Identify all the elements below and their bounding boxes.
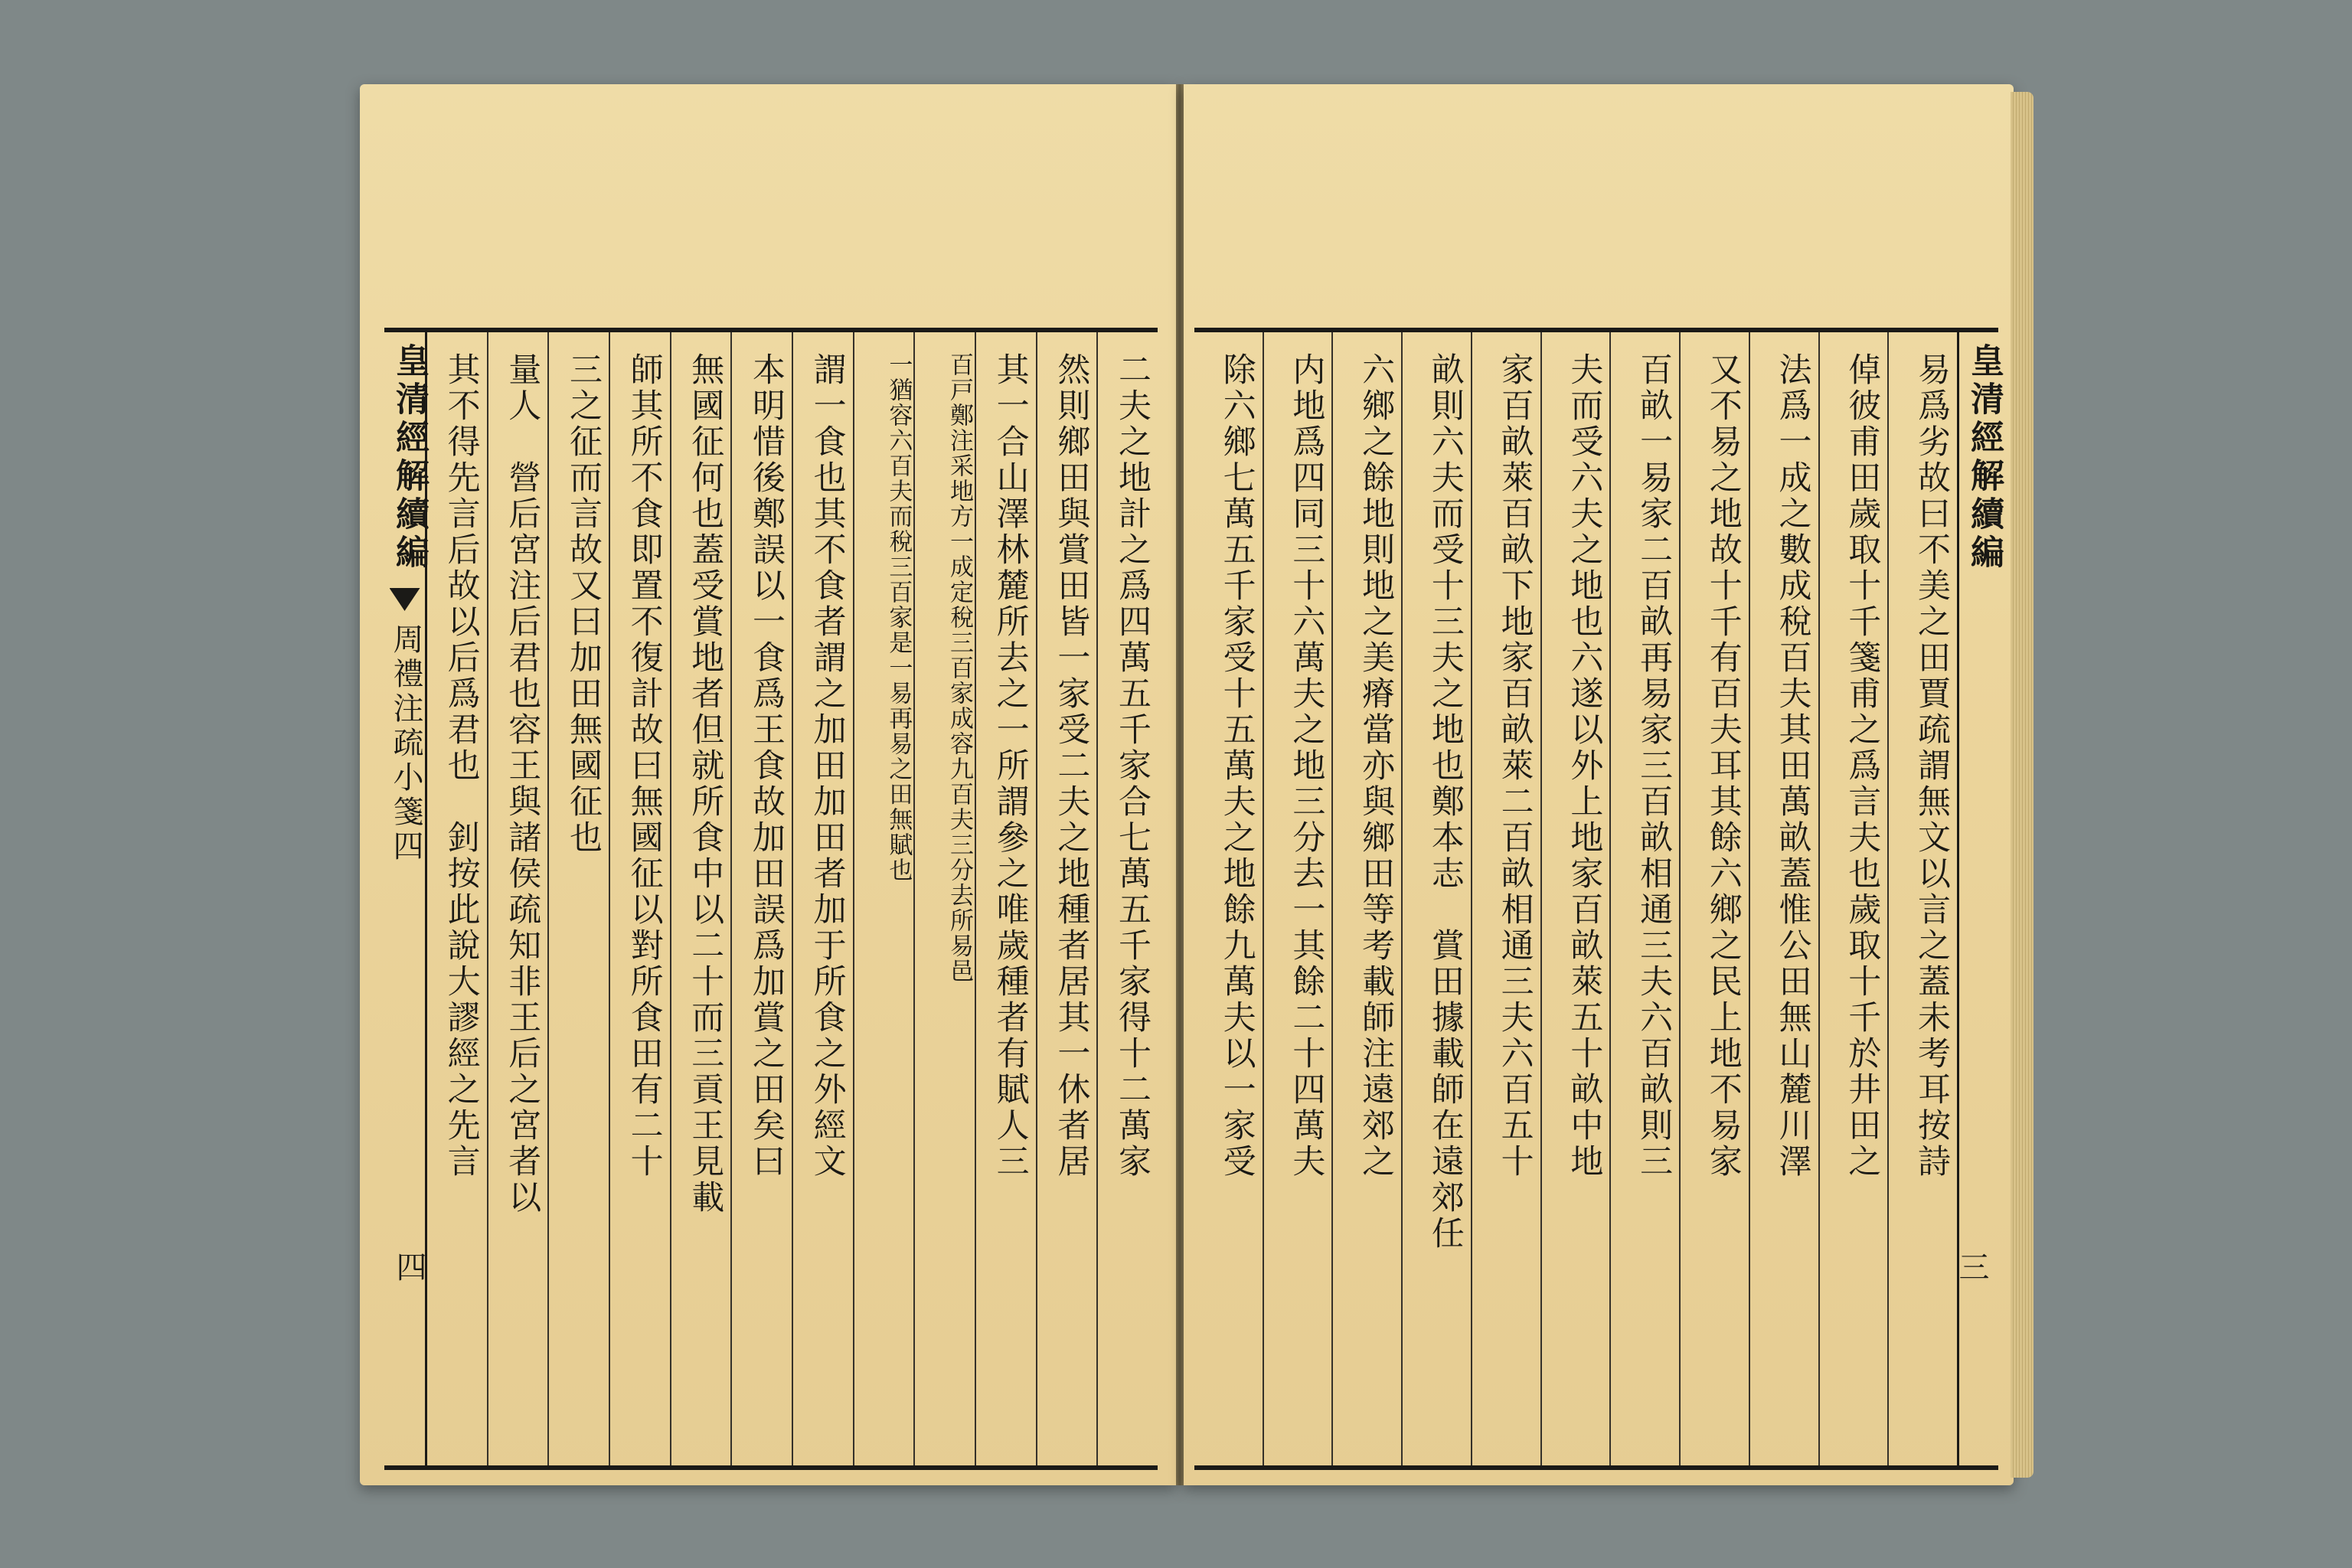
right-text-frame xyxy=(1194,328,2004,1470)
left-page xyxy=(360,84,1176,1485)
left-banner-title: 皇清經解續編 xyxy=(390,343,429,573)
right-text-columns xyxy=(1194,332,1957,1465)
text-column: 三之征而言故又曰加田無國征也 xyxy=(547,332,609,1465)
text-column: 無國征何也蓋受賞地者但就所食中以二十而三貢王見載 xyxy=(670,332,731,1465)
text-column: 法爲一成之數成稅百夫其田萬畝蓋惟公田無山麓川澤 xyxy=(1749,332,1818,1465)
open-book xyxy=(360,84,2014,1493)
text-column: 倬彼甫田歲取十千箋甫之爲言夫也歲取十千於井田之 xyxy=(1818,332,1888,1465)
text-column: 百戸鄭注采地方一成定稅三百家成容九百夫三分去所易邑 xyxy=(913,332,975,1465)
right-page-number: 三 xyxy=(1954,1251,1989,1282)
text-column: 又不易之地故十千有百夫耳其餘六鄉之民上地不易家 xyxy=(1679,332,1749,1465)
left-page-number: 四 xyxy=(391,1251,426,1282)
right-page xyxy=(1184,84,2014,1485)
text-column: 其不得先言后故以后爲君也 釗按此說大謬經之先言 xyxy=(442,352,481,1180)
left-text-columns xyxy=(427,332,1158,1465)
text-column: 量人 營后宮注后君也容王與諸侯疏知非王后之宮者以 xyxy=(487,332,548,1465)
right-banner-title: 皇清經解續編 xyxy=(1965,343,2004,573)
text-column: 謂一食也其不食者謂之加田加田者加于所食之外經文 xyxy=(792,332,853,1465)
text-column: 畝則六夫而受十三夫之地也鄭本志 賞田據載師在遠郊任 xyxy=(1401,332,1471,1465)
left-section-title: 周禮注疏小箋四 xyxy=(388,623,423,864)
text-column: 除六鄉七萬五千家受十五萬夫之地餘九萬夫以一家受 xyxy=(1217,352,1256,1180)
text-column: 一猶容六百夫而稅三百家是一易再易之田無賦也 xyxy=(853,332,914,1465)
text-column: 六鄉之餘地則地之美瘠當亦與鄉田等考載師注遠郊之 xyxy=(1331,332,1401,1465)
text-column: 二夫之地計之爲四萬五千家合七萬五千家得十二萬家 xyxy=(1096,332,1158,1465)
text-column: 家百畝萊百畝下地家百畝萊二百畝相通三夫六百五十 xyxy=(1471,332,1540,1465)
text-column: 師其所不食即置不復計故曰無國征以對所食田有二十 xyxy=(609,332,670,1465)
text-column: 夫而受六夫之地也六遂以外上地家百畝萊五十畝中地 xyxy=(1540,332,1610,1465)
left-banner-column xyxy=(384,332,427,1465)
right-banner-column xyxy=(1954,332,2004,1465)
text-column: 其一合山澤林麓所去之一所謂參之唯歲種者有賦人三 xyxy=(975,332,1036,1465)
left-text-frame xyxy=(384,328,1158,1470)
text-column: 然則鄉田與賞田皆一家受二夫之地種者居其一休者居 xyxy=(1036,332,1097,1465)
text-column: 易爲劣故曰不美之田賈疏謂無文以言之蓋未考耳按詩 xyxy=(1887,332,1957,1465)
text-column: 本明惜後鄭誤以一食爲王食故加田誤爲加賞之田矣曰 xyxy=(730,332,792,1465)
text-column: 百畝一易家二百畝再易家三百畝相通三夫六百畝則三 xyxy=(1609,332,1679,1465)
text-column: 内地爲四同三十六萬夫之地三分去一其餘二十四萬夫 xyxy=(1263,332,1332,1465)
fishtail-mark-icon xyxy=(390,588,420,611)
page-edges xyxy=(2011,92,2034,1478)
